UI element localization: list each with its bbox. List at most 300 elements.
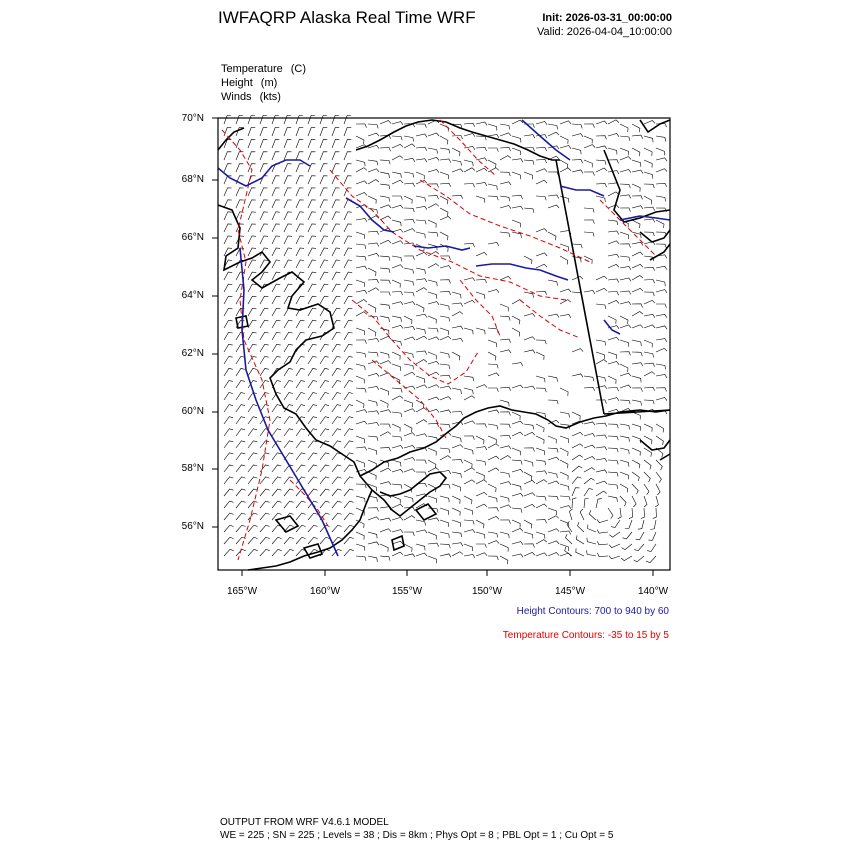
wind-barb — [416, 147, 427, 151]
wind-barb — [584, 220, 594, 224]
wind-barb — [656, 314, 667, 317]
wind-barb — [620, 266, 631, 269]
wind-barb — [488, 328, 498, 333]
wind-barb — [308, 272, 316, 280]
wind-barb — [308, 489, 318, 496]
wind-barb — [524, 448, 535, 452]
wind-barb — [224, 116, 231, 125]
wind-barb — [356, 244, 366, 249]
wind-barb — [548, 508, 557, 515]
wind-barb — [296, 236, 304, 244]
wind-barb — [224, 393, 233, 401]
wind-barb — [380, 556, 390, 561]
wind-barb — [548, 516, 559, 520]
wind-barb — [440, 316, 450, 322]
wind-barb — [404, 544, 412, 552]
wind-barb — [548, 436, 556, 443]
wind-barb — [656, 436, 663, 445]
wind-barb — [464, 243, 475, 247]
wind-barb — [566, 534, 573, 544]
wind-barb — [524, 172, 532, 179]
wind-barb — [584, 172, 595, 176]
wind-barb — [620, 195, 631, 199]
wind-barb — [380, 121, 391, 125]
wind-barb — [320, 537, 330, 544]
wind-barb — [464, 530, 475, 533]
wind-barb — [488, 196, 498, 200]
wind-barb — [356, 280, 365, 287]
init-time: Init: 2026-03-31_00:00:00 — [542, 12, 672, 24]
wind-barb — [452, 352, 460, 360]
wind-barb — [392, 530, 403, 533]
wind-barb — [428, 302, 439, 305]
wind-barb — [332, 284, 340, 292]
wind-barb — [656, 232, 666, 236]
wind-barb — [380, 424, 390, 428]
wind-barb — [464, 421, 475, 424]
wind-barb — [452, 388, 461, 394]
wind-barb — [272, 116, 279, 125]
wind-barb — [536, 264, 547, 268]
wind-barb — [608, 254, 619, 257]
wind-barb — [656, 375, 667, 379]
wind-barb — [596, 121, 607, 124]
wind-barb — [632, 352, 642, 356]
wind-barb — [576, 548, 584, 556]
wind-barb — [332, 272, 340, 280]
wind-barb — [464, 168, 475, 172]
wind-barb — [320, 405, 329, 412]
wind-barb — [548, 376, 558, 382]
wind-barb — [488, 484, 496, 492]
wind-barb — [332, 525, 342, 532]
wind-barb — [428, 352, 436, 359]
wind-barb — [272, 308, 280, 316]
wind-barb — [236, 381, 245, 389]
wind-barb — [620, 157, 631, 160]
wind-barb — [608, 148, 617, 155]
wind-barb — [260, 501, 270, 508]
wind-barb — [596, 499, 602, 508]
wind-barb — [608, 424, 618, 428]
wind-barb — [608, 134, 619, 137]
wind-barb — [416, 351, 427, 355]
wind-barb — [536, 424, 544, 432]
wind-barb — [428, 436, 438, 442]
wind-barb — [596, 168, 607, 172]
wind-barb — [308, 296, 316, 304]
wind-barb — [440, 328, 449, 335]
wind-barb — [380, 482, 391, 485]
wind-barb — [632, 170, 643, 173]
wind-barb — [272, 284, 280, 292]
wind-barb — [308, 356, 317, 364]
wind-barb — [644, 184, 654, 188]
wind-barb — [332, 417, 341, 424]
wind-barb — [452, 543, 463, 547]
wind-barb — [260, 368, 269, 376]
wind-barb — [248, 224, 256, 232]
wind-barb — [500, 276, 511, 280]
wind-barb — [452, 338, 463, 341]
wind-barb — [320, 344, 329, 352]
wind-barb — [404, 424, 412, 432]
wind-barb — [500, 133, 511, 136]
wind-barb — [380, 148, 391, 152]
wind-barb — [608, 231, 619, 235]
wind-barb — [569, 509, 572, 520]
wind-barb — [572, 349, 583, 352]
wind-barb — [260, 381, 269, 389]
wind-barb — [284, 212, 292, 220]
wind-barb — [512, 363, 523, 367]
wind-barb — [632, 412, 640, 419]
wind-barb — [356, 300, 367, 305]
wind-barb — [452, 195, 463, 199]
wind-barb — [596, 386, 607, 389]
wind-barb — [632, 242, 643, 245]
wind-barb — [248, 549, 258, 556]
wind-barb — [428, 220, 436, 228]
wind-barb — [284, 344, 293, 352]
wind-barb — [464, 520, 474, 524]
wind-barb — [344, 308, 352, 316]
wind-barb — [440, 532, 449, 538]
wind-barb — [632, 252, 643, 256]
wind-barb — [404, 496, 413, 502]
wind-barb — [224, 284, 232, 292]
wind-barb — [440, 544, 450, 548]
wind-barb — [512, 300, 523, 304]
wind-barb — [476, 532, 485, 539]
wind-barb — [332, 489, 342, 496]
wind-barb — [296, 441, 305, 448]
wind-barb — [320, 164, 328, 172]
wind-barb — [512, 493, 523, 496]
wind-barb — [656, 364, 666, 369]
wind-barb — [584, 422, 595, 425]
wind-barb — [464, 123, 475, 127]
wind-barb — [440, 216, 451, 220]
wind-barb — [344, 296, 352, 304]
wind-barb — [380, 373, 391, 376]
wind-barb — [464, 396, 475, 400]
wind-barb — [560, 256, 568, 264]
wind-barb — [224, 128, 231, 136]
wind-barb — [368, 542, 379, 545]
wind-barb — [584, 124, 595, 128]
wind-barb — [296, 152, 303, 160]
wind-barb — [308, 152, 315, 160]
wind-barb — [548, 448, 558, 453]
wind-barb — [320, 296, 328, 304]
wind-barb — [248, 477, 257, 484]
wind-barb — [476, 328, 485, 334]
wind-barb — [356, 136, 364, 144]
wind-barb — [576, 535, 584, 544]
wind-barb — [380, 280, 390, 284]
wind-barb — [260, 441, 269, 448]
wind-barb — [320, 501, 330, 508]
wind-barb — [560, 436, 569, 443]
wind-barb — [332, 356, 341, 364]
wind-barb — [308, 368, 317, 376]
wind-barb — [596, 160, 606, 165]
wind-barb — [392, 180, 403, 184]
wind-barb — [260, 513, 270, 520]
wind-barb — [344, 140, 351, 148]
wind-barb — [344, 417, 353, 424]
wind-barb — [609, 532, 620, 537]
wind-barb — [248, 284, 256, 292]
wind-barb — [308, 128, 315, 136]
wind-barb — [629, 508, 633, 519]
wind-barb — [428, 518, 439, 521]
wind-barb — [536, 448, 545, 455]
wind-barb — [320, 429, 329, 436]
wind-barb — [356, 312, 367, 316]
wind-barb — [428, 556, 436, 563]
wind-barb — [524, 532, 533, 539]
wind-barb — [284, 260, 292, 268]
wind-barb — [512, 172, 521, 179]
wind-barb — [428, 532, 436, 540]
wind-barb — [596, 276, 607, 280]
wind-barb — [644, 267, 655, 271]
wind-barb — [344, 284, 352, 292]
wind-barb — [404, 208, 414, 212]
lon-label-160: 160°W — [309, 586, 341, 597]
wind-barb — [236, 429, 245, 436]
wind-barb — [284, 489, 294, 496]
wind-barb — [476, 504, 487, 508]
wind-barb — [440, 424, 450, 428]
wind-barb — [620, 472, 628, 479]
wind-barb — [416, 206, 427, 209]
wind-barb — [653, 508, 657, 519]
wind-barb — [308, 308, 316, 316]
wind-barb — [464, 436, 474, 440]
wind-barb — [488, 508, 499, 512]
wind-barb — [392, 352, 400, 360]
wind-barb — [488, 496, 497, 502]
wind-barb — [584, 445, 595, 448]
wind-barb — [560, 472, 568, 480]
wind-barb — [380, 544, 388, 552]
wind-barb — [618, 508, 622, 519]
wind-barb — [380, 172, 389, 178]
wind-barb — [536, 553, 547, 556]
wind-barb — [260, 477, 269, 484]
wind-barb — [596, 360, 607, 365]
wind-barb — [584, 468, 595, 472]
lat-label-56: 56°N — [181, 521, 204, 532]
wind-barb — [236, 200, 244, 208]
wind-barb — [224, 236, 232, 244]
wind-barb — [548, 553, 559, 557]
wind-barb — [332, 441, 341, 448]
wind-barb — [236, 477, 245, 484]
wind-barb — [260, 116, 267, 125]
wind-barb — [488, 243, 499, 247]
wind-barb — [524, 135, 535, 139]
wind-barb — [356, 160, 365, 166]
wind-barb — [584, 291, 595, 295]
wind-barb — [428, 292, 437, 299]
wind-barb — [392, 436, 402, 441]
wind-barb — [452, 436, 461, 442]
wind-barb — [440, 291, 451, 295]
wind-barb — [380, 400, 388, 408]
wind-barb — [632, 484, 638, 494]
wind-barb — [416, 544, 425, 550]
wind-barb — [596, 447, 607, 451]
wind-barb — [260, 489, 270, 496]
wind-barb — [320, 260, 328, 268]
wind-barb — [644, 219, 655, 223]
wind-barb — [597, 541, 608, 545]
wind-barb — [224, 405, 233, 412]
wind-barb — [308, 200, 316, 208]
wind-barb — [344, 128, 351, 136]
wind-barb — [512, 206, 523, 209]
wind-barb — [236, 501, 246, 508]
field-temperature: Temperature (C) — [221, 63, 307, 75]
wind-barb — [356, 290, 367, 293]
wind-barb — [344, 513, 354, 520]
wind-barb — [656, 169, 667, 172]
wind-barb — [380, 352, 389, 358]
wind-barb — [296, 356, 305, 364]
wind-barb — [260, 164, 268, 172]
wind-barb — [488, 444, 499, 448]
wind-barb — [656, 196, 666, 201]
wind-barb — [428, 170, 439, 173]
wind-barb — [392, 136, 402, 140]
wind-barb — [320, 381, 329, 389]
wind-barb — [332, 212, 340, 220]
wind-barb — [416, 408, 427, 412]
wind-barb — [500, 147, 511, 151]
wind-barb — [272, 152, 279, 160]
wind-barb — [272, 465, 281, 472]
wind-barb — [224, 356, 233, 364]
wind-barb — [500, 350, 511, 353]
wind-barb — [512, 148, 521, 155]
wind-barb — [332, 248, 340, 256]
lat-label-64: 64°N — [181, 290, 204, 301]
wind-barb — [380, 268, 390, 273]
wind-barb — [476, 168, 487, 172]
wind-barb — [620, 124, 628, 132]
wind-barb — [560, 136, 568, 144]
wind-barb — [344, 537, 354, 544]
wind-barb — [272, 320, 281, 328]
wind-barb — [320, 236, 328, 244]
wind-barb — [344, 176, 352, 184]
wind-barb — [296, 381, 305, 389]
wind-barb — [272, 501, 282, 508]
wind-barb — [452, 472, 461, 478]
wind-barb — [611, 520, 620, 528]
wind-barb — [440, 208, 448, 216]
wind-barb — [596, 304, 606, 309]
wind-barb — [440, 520, 449, 527]
wind-barb — [368, 517, 379, 520]
wind-barb — [428, 361, 439, 364]
wind-barb — [632, 424, 641, 431]
wind-barb — [656, 326, 667, 329]
wind-barb — [380, 432, 391, 436]
wind-barb — [464, 376, 474, 381]
wind-barb — [272, 344, 281, 352]
wind-barb — [380, 316, 389, 322]
wind-barb — [248, 429, 257, 436]
wind-barb — [608, 192, 619, 196]
wind-barb — [392, 412, 402, 417]
wind-barb — [332, 164, 340, 172]
wind-barb — [572, 455, 583, 460]
wind-barb — [440, 364, 450, 369]
wind-barb — [656, 244, 666, 248]
wind-barb — [320, 140, 327, 148]
wind-barb — [272, 224, 280, 232]
wind-barb — [440, 172, 449, 179]
wind-barb — [392, 424, 400, 432]
wind-barb — [488, 388, 498, 392]
wind-barb — [440, 159, 451, 163]
wind-barb — [488, 410, 499, 413]
wind-barb — [344, 441, 353, 448]
wind-barb — [476, 447, 487, 450]
wind-barb — [236, 489, 246, 496]
wind-barb — [308, 417, 317, 424]
wind-barb — [584, 457, 595, 461]
wind-barb — [332, 224, 340, 232]
wind-barb — [620, 278, 631, 281]
wind-barb — [404, 183, 415, 187]
field-height: Height (m) — [221, 77, 278, 89]
wind-barb — [236, 525, 246, 532]
wind-barb — [588, 525, 596, 532]
wind-barb — [440, 386, 451, 389]
wind-barb — [320, 248, 328, 256]
wind-barb — [356, 484, 366, 488]
wind-barb — [596, 491, 607, 496]
wind-barb — [548, 472, 557, 478]
wind-barb — [368, 339, 379, 342]
wind-barb — [332, 152, 339, 160]
wind-barb — [464, 544, 473, 551]
wind-barb — [608, 337, 619, 340]
wind-barb — [332, 453, 341, 460]
wind-barb — [500, 556, 508, 564]
wind-barb — [368, 352, 378, 357]
wind-barb — [524, 386, 535, 389]
wind-barb — [332, 368, 341, 376]
wind-barb — [404, 409, 415, 412]
wind-barb — [296, 212, 304, 220]
wind-barb — [416, 279, 427, 282]
wind-barb — [272, 260, 280, 268]
plot-title: IWFAQRP Alaska Real Time WRF — [218, 8, 476, 27]
lat-label-66: 66°N — [181, 232, 204, 243]
wind-barb — [320, 128, 327, 136]
wind-barb — [476, 158, 487, 161]
wind-barb — [320, 368, 329, 376]
wind-barb — [344, 477, 353, 484]
wind-barb — [512, 432, 523, 436]
